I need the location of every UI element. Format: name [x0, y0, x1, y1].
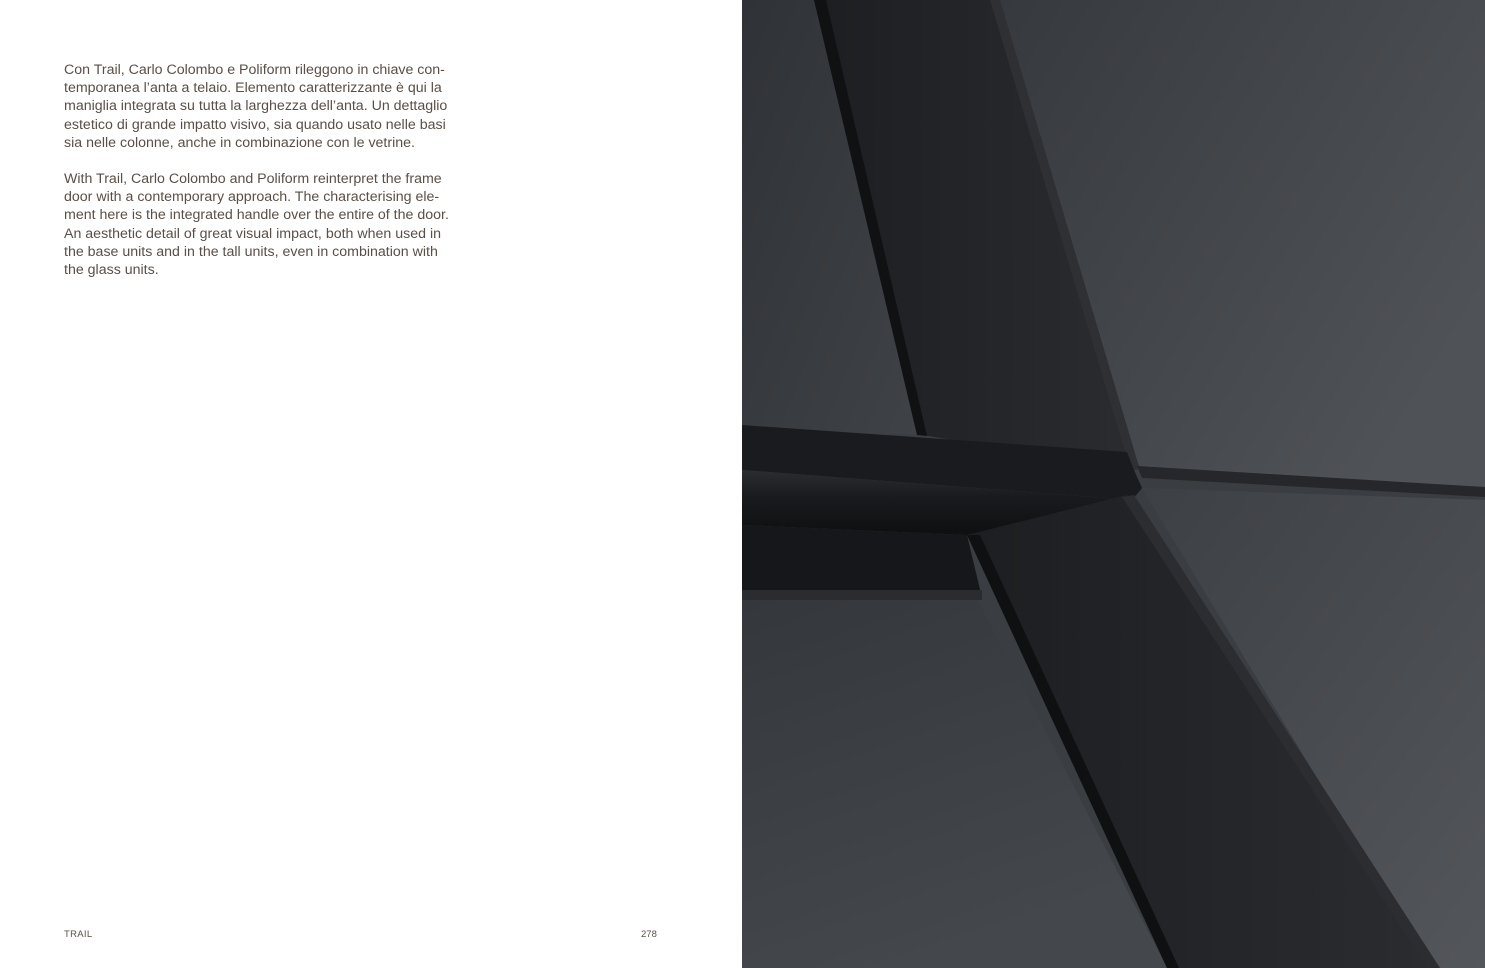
page-number: 278	[641, 929, 657, 940]
product-photo	[742, 0, 1485, 968]
footer-collection-label: TRAIL	[64, 929, 93, 940]
door-detail-photo-illustration	[742, 0, 1485, 968]
paragraph-italian: Con Trail, Carlo Colombo e Poliform rileggono in chiave con- temporanea l’anta a telaio. Elemento caratterizzante è qui la maniglia integrata su tutta la larghezza dell’anta. Un dettaglio estetico di grande impatto visivo, sia quando usato nelle basi sia nelle colonne, anche in combinazione con le vetrine.	[64, 62, 448, 151]
paragraph-english: With Trail, Carlo Colombo and Poliform reinterpret the frame door with a contemporary approach. The characterising ele- ment here is the integrated handle over the entire of the door. An aesthetic detail of great visual impact, both when used in the base units and in the tall units, even in combination with the glass units.	[64, 171, 449, 279]
description-text-block	[64, 61, 460, 279]
left-page	[0, 0, 742, 968]
